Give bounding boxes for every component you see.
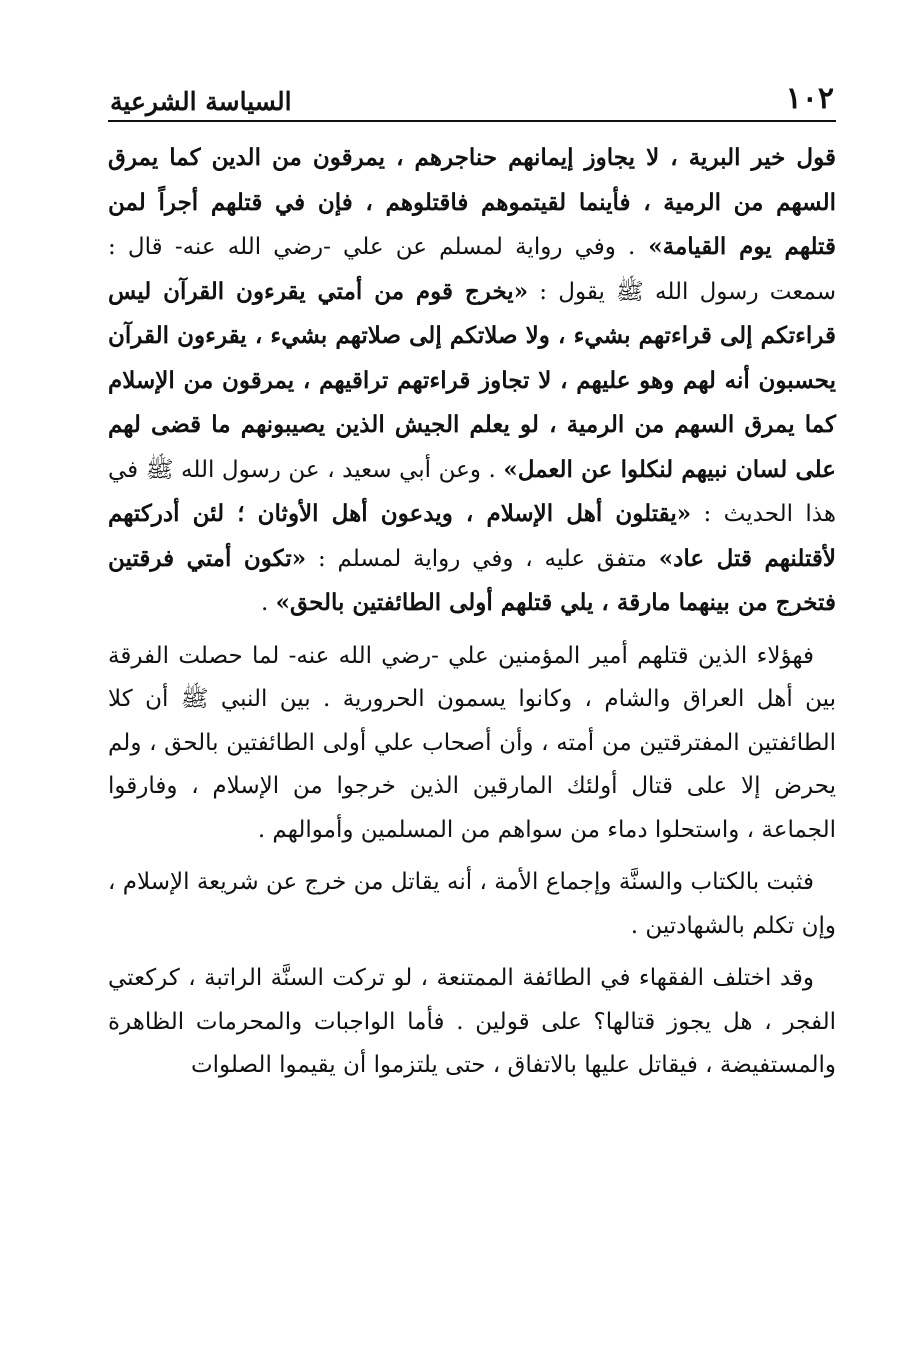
body-text bbox=[108, 136, 836, 1088]
text-segment: متفق عليه ، وفي رواية لمسلم : bbox=[306, 545, 659, 572]
text-segment: «تكون أمتي فرقتين فتخرج من بينهما مارقة ، يلي قتلهم أولى الطائفتين بالحق» bbox=[108, 544, 836, 616]
running-header bbox=[108, 62, 836, 122]
book-page bbox=[108, 62, 836, 1088]
page-number: ١٠٢ bbox=[785, 81, 834, 116]
paragraph-haruriyya bbox=[108, 635, 836, 853]
text-segment: فثبت بالكتاب والسنَّة وإجماع الأمة ، أنه يقاتل من خرج عن شريعة الإسلام ، وإن تكلم بالشهادتين . bbox=[108, 869, 836, 939]
text-segment: . وعن أبي سعيد ، عن رسول الله ﷺ في هذا الحديث : bbox=[108, 456, 836, 527]
paragraph-hadith-quotes bbox=[108, 136, 836, 626]
text-segment: فهؤلاء الذين قتلهم أمير المؤمنين علي -رضي الله عنه- لما حصلت الفرقة بين أهل العراق والشام ، وكانوا يسمون الحرورية . بين النبي ﷺ أن كلا الطائفتين المفترقتين من أمته ، وأن أصحاب علي أولى الطائفتين بالحق ، ولم يحرض إلا على قتال أولئك المارقين الذين خرجوا من الإسلام ، وفارقوا الجماعة ، واستحلوا دماء من سواهم من المسلمين وأموالهم . bbox=[108, 642, 836, 843]
text-segment: «يقتلون أهل الإسلام ، ويدعون أهل الأوثان ؛ لئن أدركتهم لأقتلنهم قتل عاد» bbox=[108, 500, 836, 572]
paragraph-conclusion bbox=[108, 861, 836, 948]
book-title: السياسة الشرعية bbox=[110, 87, 292, 116]
text-segment: . bbox=[260, 590, 276, 616]
paragraph-jurists bbox=[108, 957, 836, 1088]
text-segment: قول خير البرية ، لا يجاوز إيمانهم حناجرهم ، يمرقون من الدين كما يمرق السهم من الرمية ، فأينما لقيتموهم فاقتلوهم ، فإن في قتلهم أجراً لمن قتلهم يوم القيامة» bbox=[108, 144, 836, 260]
text-segment: وقد اختلف الفقهاء في الطائفة الممتنعة ، لو تركت السنَّة الراتبة ، كركعتي الفجر ، هل يجوز قتالها؟ على قولين . فأما الواجبات والمحرمات الظاهرة والمستفيضة ، فيقاتل عليها بالاتفاق ، حتى يلتزموا أن يقيموا الصلوات bbox=[108, 965, 836, 1078]
text-segment: «يخرج قوم من أمتي يقرءون القرآن ليس قراءتكم إلى قراءتهم بشيء ، ولا صلاتكم إلى صلاتهم بشيء ، يقرءون القرآن يحسبون أنه لهم وهو عليهم ، لا تجاوز قراءتهم تراقيهم ، يمرقون من الإسلام كما يمرق السهم من الرمية ، لو يعلم الجيش الذين يصيبونهم ما قضى لهم على لسان نبيهم لنكلوا عن العمل» bbox=[108, 277, 836, 483]
text-segment: . وفي رواية لمسلم عن علي -رضي الله عنه- قال : سمعت رسول الله ﷺ يقول : bbox=[108, 234, 836, 305]
